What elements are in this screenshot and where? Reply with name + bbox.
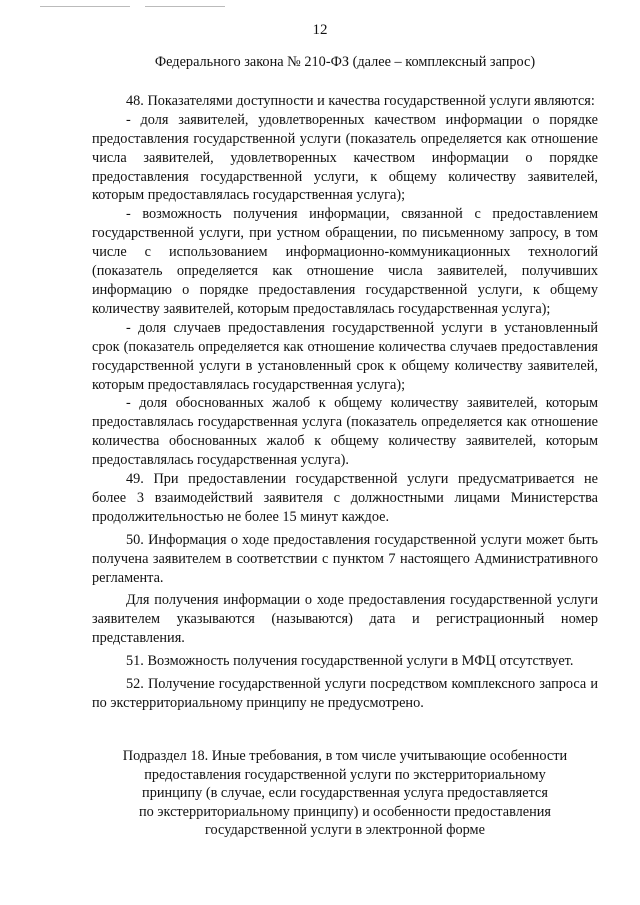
- subsection-line: государственной услуги в электронной форме: [205, 822, 485, 839]
- header-line: Федерального закона № 210-ФЗ (далее – комплексный запрос): [154, 54, 536, 70]
- bullet-complaints: - доля обоснованных жалоб к общему количеству заявителей, которым предоставлялась государственная услуга (показатель определяется как отношение количества обоснованных жалоб к общему количеству заявителей, которым предоставлялась государственная услуга).: [92, 395, 598, 469]
- subsection-heading: [92, 747, 598, 840]
- subsection-line: по экстерриториальному принципу) и особенности предоставления: [138, 803, 551, 820]
- bullet-information-access: - возможность получения информации, связанной с предоставлением государственной услуги, при устном обращении, по письменному запросу, в том числе с использованием информационно-коммуникационных технологий (показатель определяется как отношение числа заявителей, получивших информацию о порядке предоставления государственной услуги, к общему количеству заявителей, которым предоставлялась государственная услуга);: [92, 206, 598, 317]
- paragraph-50-continued: Для получения информации о ходе предоставления государственной услуги заявителем указываются (называются) дата и регистрационный номер представления.: [92, 592, 598, 647]
- scan-artifact-line-left: [40, 6, 130, 7]
- paragraph-51: 51. Возможность получения государственной услуги в МФЦ отсутствует.: [126, 653, 574, 670]
- paragraph-52: 52. Получение государственной услуги посредством комплексного запроса и по экстерриториальному принципу не предусмотрено.: [92, 676, 598, 711]
- subsection-line: Подраздел 18. Иные требования, в том числе учитывающие особенности: [122, 747, 568, 764]
- bullet-on-time: - доля случаев предоставления государственной услуги в установленный срок (показатель определяется как отношение количества случаев предоставления государственной услуги в установленный срок к общему количеству заявителей, которым предоставлялась государственная услуга);: [92, 319, 598, 393]
- paragraph-49: 49. При предоставлении государственной услуги предусматривается не более 3 взаимодействий заявителя с должностными лицами Министерства продолжительностью не более 15 минут каждое.: [92, 471, 598, 525]
- paragraph-48: 48. Показателями доступности и качества государственной услуги являются:: [126, 92, 595, 109]
- subsection-line: предоставления государственной услуги по экстерриториальному: [144, 766, 546, 783]
- subsection-line: принципу (в случае, если государственная услуга предоставляется: [142, 785, 548, 802]
- page-number: 12: [312, 22, 328, 38]
- document-body: [92, 53, 598, 840]
- bullet-satisfaction: - доля заявителей, удовлетворенных качеством информации о порядке предоставления государственной услуги (показатель определяется как отношение числа заявителей, удовлетворенных качеством информации о порядке предоставления государственной услуги, к общему количеству заявителей, которым предоставлялась государственная услуга);: [92, 111, 598, 204]
- scan-artifact-line-right: [145, 6, 225, 7]
- paragraph-50: 50. Информация о ходе предоставления государственной услуги может быть получена заявителем в соответствии с пунктом 7 настоящего Административного регламента.: [92, 531, 598, 586]
